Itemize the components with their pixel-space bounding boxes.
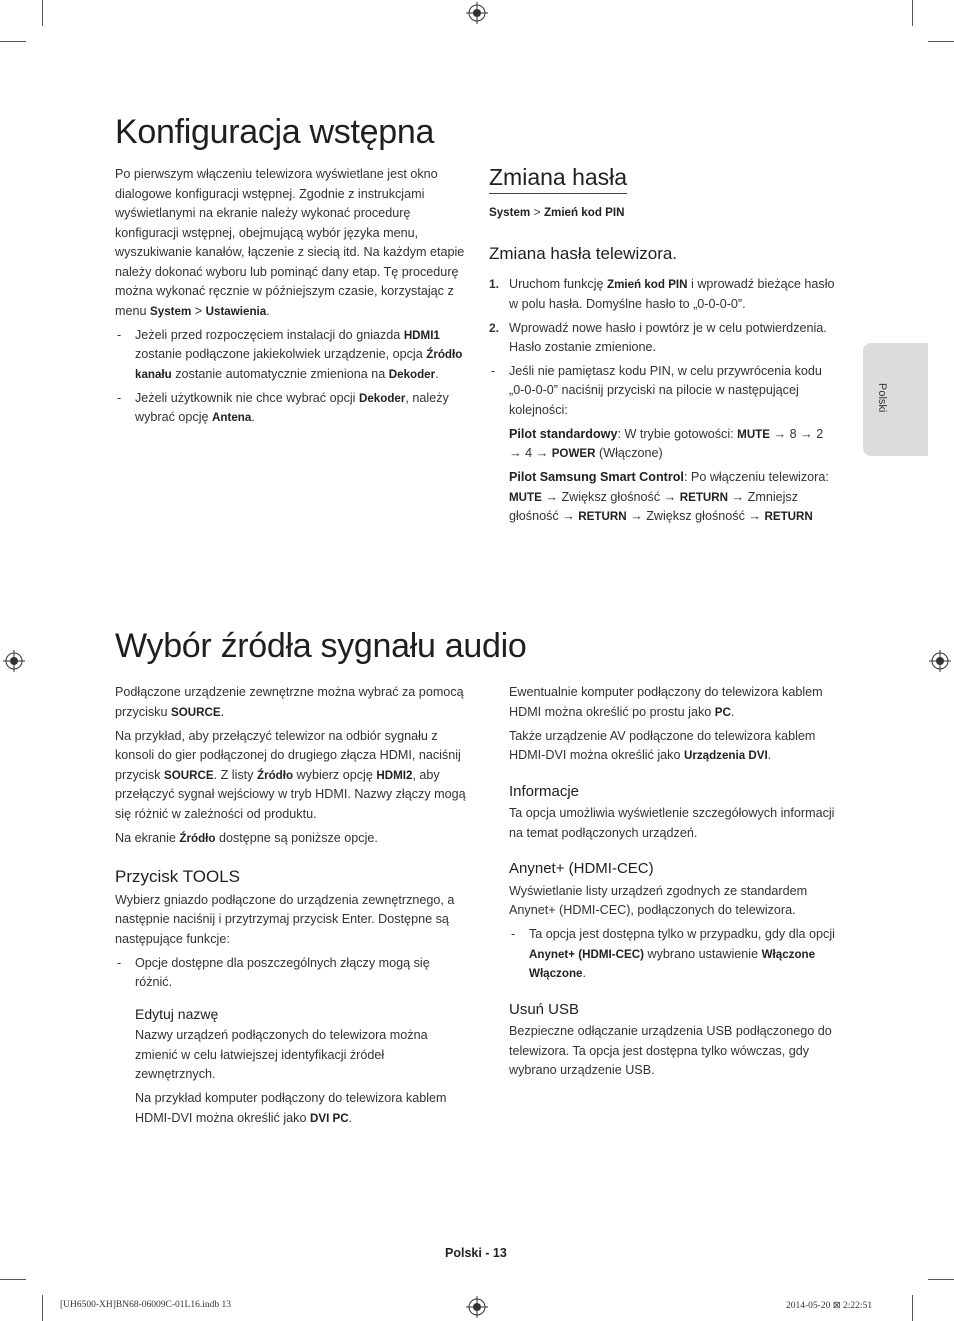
registration-mark-icon [929,650,951,672]
registration-mark-icon [466,1296,488,1318]
initial-setup-column [115,165,465,432]
password-menu-path: System > Zmień kod PIN [489,205,625,219]
language-side-tab [863,343,928,456]
right-p2: Także urządzenie AV podłączone do telewizora kablem HDMI-DVI można określić jako Urządzenia DVI. [509,728,816,762]
password-subtitle: Zmiana hasła telewizora. [489,244,678,263]
crop-mark [42,1295,43,1321]
source-right-column [509,683,841,1085]
right-p1: Ewentualnie komputer podłączony do telewizora kablem HDMI można określić po prostu jako PC. [509,685,823,719]
source-left-column [115,683,467,1133]
source-p2: Na przykład, aby przełączyć telewizor na odbiór sygnału z konsoli do gier podłączonej do drugiego złącza HDMI, naciśnij przycisk SOURCE. Z listy Źródło wybierz opcję HDMI2, aby przełączyć sygnał wejściowy w tryb HDMI. Nazwy złączy mogą się różnić w zależności od produktu. [115,728,466,821]
source-p3: Na ekranie Źródło dostępne są poniższe opcje. [115,830,378,845]
section-title-initial-setup: Konfiguracja wstępna [115,113,435,151]
info-text: Ta opcja umożliwia wyświetlenie szczegółowych informacji na temat podłączonych urządzeń. [509,806,835,840]
source-p1: Podłączone urządzenie zewnętrzne można wybrać za pomocą przycisku SOURCE. [115,685,464,719]
crop-mark [0,1279,26,1280]
side-tab-label: Polski [876,383,888,413]
standard-remote-sequence: Pilot standardowy: W trybie gotowości: MUTE → 8 → 2 → 4 → POWER (Włączone) [509,426,824,460]
usb-title: Usuń USB [509,1000,580,1018]
crop-mark [928,1279,954,1280]
page-number: Polski - 13 [445,1246,507,1260]
edit-name-p2: Na przykład komputer podłączony do telewizora kablem HDMI-DVI można określić jako DVI PC. [135,1091,447,1125]
anynet-title: Anynet+ (HDMI-CEC) [509,860,654,877]
info-title: Informacje [509,782,580,800]
password-steps [489,275,839,531]
imprint-date: 2014-05-20 ⊠ 2:22:51 [786,1301,873,1311]
note-hdmi1: - Jeżeli przed rozpoczęciem instalacji do gniazda HDMI1 zostanie podłączone jakiekolwiek urządzenie, opcja Źródło kanału zostanie automatycznie zmieniona na Dekoder. [115,326,465,385]
step-2: 2. Wprowadź nowe hasło i powtórz je w celu potwierdzenia. Hasło zostanie zmienione. [489,320,827,354]
tools-text: Wybierz gniazdo podłączone do urządzenia zewnętrznego, a następnie naciśnij i przytrzymaj przycisk Enter. Dostępne są następujące funkcje: [115,892,455,946]
password-title: Zmiana hasła [489,164,627,194]
smart-remote-sequence: Pilot Samsung Smart Control: Po włączeniu telewizora: MUTE → Zwiększ głośność → RETURN → Zmniejsz głośność → RETURN → Zwiększ głośność → RETURN [509,470,829,523]
crop-mark [912,1295,913,1321]
edit-name-p1: Nazwy urządzeń podłączonych do telewizora można zmienić w celu łatwiejszej identyfikacji źródeł zewnętrznych. [135,1028,428,1081]
crop-mark [42,0,43,26]
imprint-file: [UH6500-XH]BN68-06009C-01L16.indb 13 [60,1300,231,1310]
registration-mark-icon [466,2,488,24]
anynet-text: Wyświetlanie listy urządzeń zgodnych ze standardem Anynet+ (HDMI-CEC), podłączonych do telewizora. [509,883,808,917]
section-title-source-selection: Wybór źródła sygnału audio [115,627,527,665]
step-1: 1. Uruchom funkcję Zmień kod PIN i wprowadź bieżące hasło w polu hasła. Domyślne hasło to „0-0-0-0”. [489,277,835,311]
pin-reset-note: - Jeśli nie pamiętasz kodu PIN, w celu przywrócenia kodu „0-0-0-0” naciśnij przyciski na pilocie w następującej kolejności: [489,362,839,421]
tools-note: - Opcje dostępne dla poszczególnych złączy mogą się różnić. [115,954,467,993]
edit-name-title: Edytuj nazwę [135,1005,219,1022]
tools-title: Przycisk TOOLS [115,867,241,886]
anynet-note: - Ta opcja jest dostępna tylko w przypadku, gdy dla opcji Anynet+ (HDMI-CEC) wybrano ustawienie Włączone Włączone. [509,925,841,984]
usb-text: Bezpieczne odłączanie urządzenia USB podłączonego do telewizora. Ta opcja jest dostępna tylko wówczas, gdy wybrano urządzenie USB. [509,1024,832,1077]
note-decoder: - Jeżeli użytkownik nie chce wybrać opcji Dekoder, należy wybrać opcję Antena. [115,389,465,428]
edit-name-block [115,1005,467,1129]
crop-mark [928,41,954,42]
crop-mark [912,0,913,26]
crop-mark [0,41,26,42]
intro-paragraph: Po pierwszym włączeniu telewizora wyświetlane jest okno dialogowe konfiguracji wstępnej. Zgodnie z instrukcjami wyświetlanymi na ekranie należy wykonać procedurę konfiguracji wstępnej, obejmującą wybór języka menu, wyszukiwanie kanałów, łączenie z siecią itd. Na każdym etapie należy dokonać wyboru lub pominąć dany etap. Tę procedurę można wykonać ręcznie w późniejszym czasie, korzystając z menu System > Ustawienia. [115,167,465,318]
registration-mark-icon [3,650,25,672]
